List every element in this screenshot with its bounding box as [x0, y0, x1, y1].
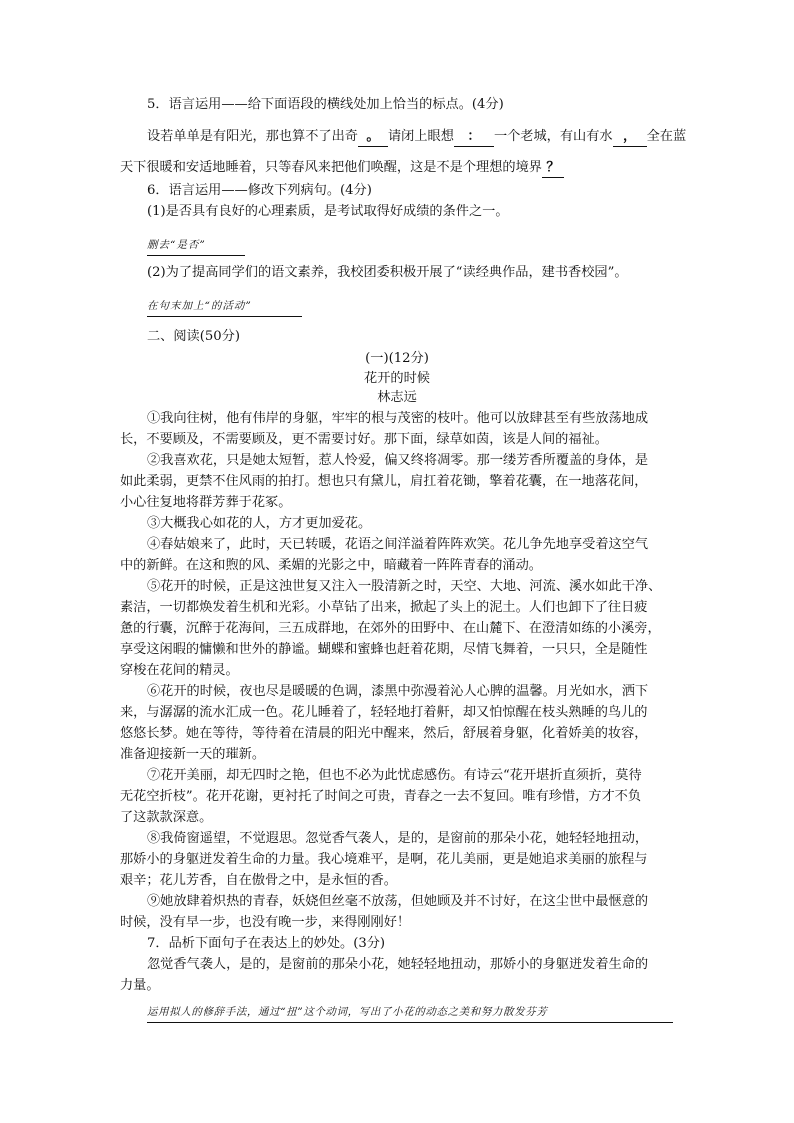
reading-part-label: (一)(12分) [365, 351, 429, 366]
passage-line: 长，不要顾及，不需要顾及，更不需要讨好。那下面，绿草如茵，该是人间的福祉。 [120, 432, 608, 447]
q6-answer-1 [147, 236, 245, 256]
passage-line: ⑥花开的时候，夜也尽是暖暖的色调，漆黑中弥漫着沁人心脾的温馨。月光如水，洒下 [147, 684, 649, 699]
q5-passage-line1 [147, 128, 686, 147]
q5-text-5: 天下很暖和安适地睡着，只等春风来把他们唤醒，这是不是个理想的境界 [120, 160, 542, 175]
q5-text-1: 设若单单是有阳光，那也算不了出奇 [147, 129, 358, 144]
section-heading: 二、阅读(50分) [147, 329, 241, 344]
q6-sentence-2: (2)为了提高同学们的语文素养，我校团委积极开展了“读经典作品，建书香校园”。 [147, 265, 628, 280]
reading-author: 林志远 [377, 390, 417, 405]
q5-text-3: 一个老城，有山有水 [493, 129, 613, 144]
q7-answer [147, 1003, 673, 1023]
passage-line: ⑨她放肆着炽热的青春，妖娆但丝毫不放荡，但她顾及并不讨好，在这尘世中最惬意的 [147, 894, 649, 909]
q5-passage-line2 [120, 159, 564, 178]
passage-line: 来，与潺潺的流水汇成一色。花儿睡着了，轻轻地打着鼾，却又怕惊醒在枝头熟睡的鸟儿的 [120, 705, 648, 720]
passage-line: 无花空折枝”。花开花谢，更衬托了时间之可贵，青春之一去不复回。唯有珍惜，方才不负 [120, 789, 642, 804]
reading-title: 花开的时候 [364, 371, 430, 386]
q5-blank-1: 。 [358, 128, 388, 147]
q6-answer-1-text: 删去“是否” [147, 236, 245, 256]
q7-answer-text: 运用拟人的修辞手法，通过“扭”这个动词，写出了小花的动态之美和努力散发芬芳 [147, 1003, 673, 1023]
q5-prompt: 5．语言运用——给下面语段的横线处加上恰当的标点。(4分) [147, 97, 504, 112]
q6-prompt: 6．语言运用——修改下列病句。(4分) [147, 183, 372, 198]
passage-line: 如此柔弱，更禁不住风雨的拍打。想也只有黛儿，肩扛着花锄，擎着花囊，在一地落花间， [120, 474, 648, 489]
q7-quote-line1: 忽觉香气袭人，是的，是窗前的那朵小花，她轻轻地扭动，那娇小的身躯迸发着生命的 [147, 957, 649, 972]
passage-line: 素洁，一切都焕发着生机和光彩。小草钻了出来，掀起了头上的泥土。人们也卸下了往日疲 [120, 600, 648, 615]
passage-line: ④春姑娘来了，此时，天已转暖，花语之间洋溢着阵阵欢笑。花儿争先地享受着这空气 [147, 537, 649, 552]
passage-line: 穿梭在花间的精灵。 [120, 663, 239, 678]
passage-line: 中的新鲜。在这和煦的风、柔媚的光影之中，暗藏着一阵阵青春的涌动。 [120, 558, 542, 573]
passage-line: ②我喜欢花，只是她太短暂，惹人怜爱，偏又终将凋零。那一缕芳香所覆盖的身体，是 [147, 453, 649, 468]
passage-line: 悠悠长梦。她在等待，等待着在清晨的阳光中醒来，然后，舒展着身躯，化着娇美的妆容， [120, 726, 648, 741]
passage-line: 享受这闲暇的慵懒和世外的静谧。蝴蝶和蜜蜂也赶着花期，尽情飞舞着，一只只，全是随性 [120, 642, 648, 657]
q5-blank-3: ， [613, 128, 647, 147]
passage-line: 艰辛；花儿芳香，自在傲骨之中，是永恒的香。 [120, 873, 397, 888]
passage-line: ①我向往树，他有伟岸的身躯，牢牢的根与茂密的枝叶。他可以放肆甚至有些放荡地成 [147, 411, 649, 426]
passage-line: ⑤花开的时候，正是这浊世复又注入一股清新之时，天空、大地、河流、溪水如此干净、 [147, 579, 662, 594]
passage-line: ③大概我心如花的人，方才更加爱花。 [147, 516, 372, 531]
q5-blank-2: ： [454, 128, 494, 147]
passage-line: 准备迎接新一天的璀新。 [120, 747, 266, 762]
q5-text-4: 全在蓝 [646, 129, 687, 144]
passage-line: ⑧我倚窗遥望，不觉遐思。忽觉香气袭人，是的，是窗前的那朵小花，她轻轻地扭动， [147, 831, 649, 846]
q6-sentence-1: (1)是否具有良好的心理素质，是考试取得好成绩的条件之一。 [147, 204, 509, 219]
q7-prompt: 7．品析下面句子在表达上的妙处。(3分) [147, 936, 386, 951]
q5-text-2: 请闭上眼想 [388, 129, 454, 144]
q7-quote-line2: 力量。 [120, 978, 160, 993]
passage-line: ⑦花开美丽，却无四时之艳，但也不必为此忧虑感伤。有诗云“花开堪折直须折，莫待 [147, 768, 642, 783]
passage-line: 惫的行囊，沉醉于花海间，三五成群地，在郊外的田野中、在山麓下、在澄清如练的小溪旁， [120, 621, 661, 636]
passage-line: 时候，没有早一步，也没有晚一步，来得刚刚好！ [120, 915, 411, 930]
passage-line: 了这款款深意。 [120, 810, 213, 825]
passage-line: 那娇小的身躯迸发着生命的力量。我心境难平，是啊，花儿美丽，更是她追求美丽的旅程与 [120, 852, 648, 867]
q6-answer-2 [147, 297, 302, 317]
q5-blank-4: ？ [542, 159, 564, 178]
passage-line: 小心往复地将群芳葬于花冢。 [120, 495, 292, 510]
q6-answer-2-text: 在句末加上“的活动” [147, 297, 302, 317]
